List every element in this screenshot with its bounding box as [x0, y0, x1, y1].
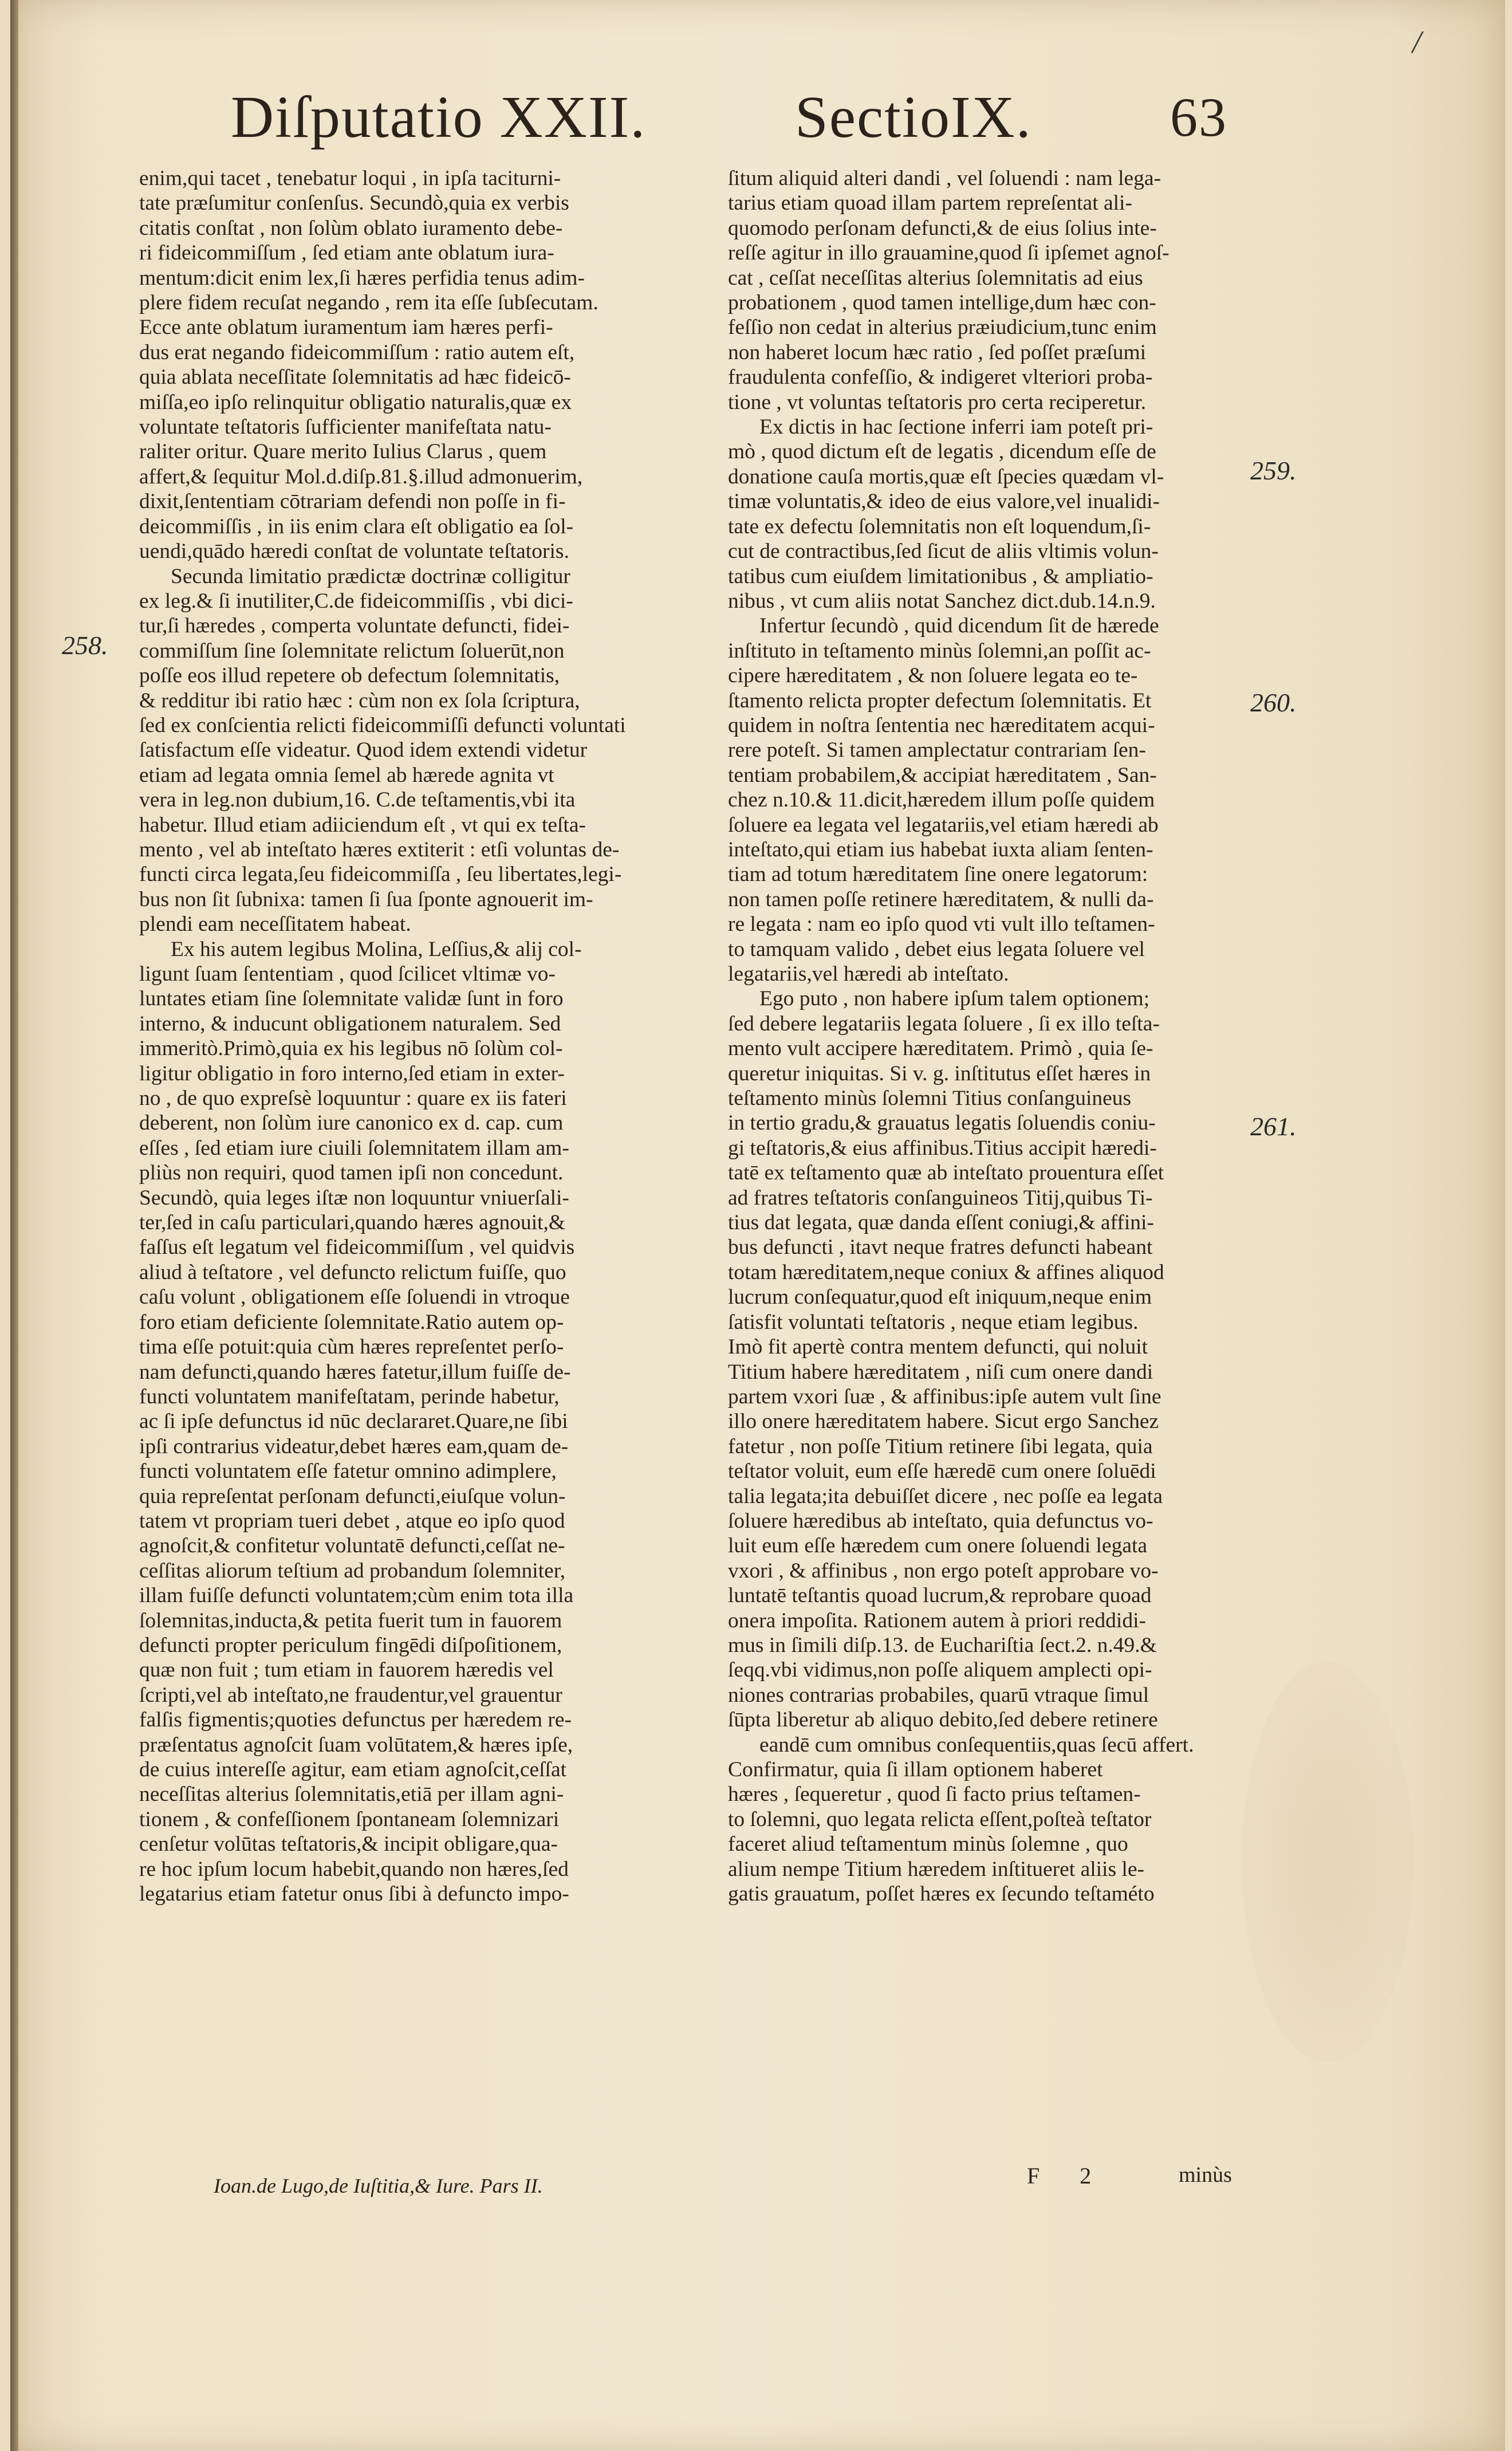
- text-line: ſitum aliquid alteri dandi , vel ſoluendi : nam lega-: [728, 167, 1161, 190]
- text-line: ceſſitas aliorum teſtium ad probandum ſolemniter,: [139, 1559, 566, 1583]
- text-line: plere fidem recuſat negando , rem ita eſſe ſubſecutam.: [139, 291, 598, 315]
- text-line: dixit,ſententiam cōtrariam defendi non poſſe in fi-: [139, 490, 566, 514]
- text-line: ſtamento relicta propter defectum ſolemnitatis. Et: [728, 689, 1152, 713]
- text-line: reſſe agitur in illo grauamine,quod ſi ipſemet agnoſ-: [728, 241, 1170, 265]
- text-line: faceret aliud teſtamentum minùs ſolemne , quo: [728, 1832, 1128, 1856]
- text-line: agnoſcit,& confitetur voluntatē defuncti,ceſſat ne-: [139, 1534, 565, 1558]
- text-line: luit eum eſſe hæredem cum onere ſoluendi legata: [728, 1534, 1148, 1558]
- text-line: ligitur obligatio in foro interno,ſed etiam in exter-: [139, 1061, 565, 1085]
- text-line: poſſe eos illud repetere ob defectum ſolemnitatis,: [139, 664, 560, 688]
- text-line: teſtator voluit, eum eſſe hæredē cum onere ſoluēdi: [728, 1459, 1156, 1484]
- text-line: fraudulenta confeſſio, & indigeret vlteriori proba-: [728, 365, 1153, 390]
- text-line: gatis grauatum, poſſet hæres ex ſecundo teſtaméto: [728, 1882, 1155, 1906]
- text-line: quæ non fuit ; tum etiam in fauorem hæredis vel: [139, 1658, 554, 1682]
- text-line: cat , ceſſat neceſſitas alterius ſolemnitatis ad eius: [728, 266, 1143, 290]
- text-line: caſu volunt , obligationem eſſe ſoluendi in vtroque: [139, 1285, 570, 1309]
- text-line: nam defuncti,quando hæres fatetur,illum fuiſſe de-: [139, 1360, 571, 1384]
- text-line: mentum:dicit enim lex,ſi hæres perfidia tenus adim-: [139, 266, 585, 290]
- text-line: tate ex defectu ſolemnitatis non eſt loquendum,ſi-: [728, 514, 1151, 538]
- text-line: queretur iniquitas. Si v. g. inſtitutus eſſet hæres in: [728, 1061, 1151, 1085]
- text-line: ſed ex conſcientia relicti fideicommiſſi defuncti voluntati: [139, 713, 626, 737]
- text-line: legatariis,vel hæredi ab inteſtato.: [728, 962, 1009, 986]
- text-line: tentiam probabilem,& accipiat hæreditatem , San-: [728, 763, 1157, 787]
- text-line: affert,& ſequitur Mol.d.diſp.81.§.illud admonuerim,: [139, 465, 583, 489]
- text-line: Confirmatur, quia ſi illam optionem haberet: [728, 1758, 1103, 1781]
- text-line: niones contrarias probabiles, quarū vtraque ſimul: [728, 1683, 1149, 1707]
- text-line: Infertur ſecundò , quid dicendum ſit de hærede: [759, 614, 1159, 638]
- text-line: etiam ad legata omnia ſemel ab hærede agnita vt: [139, 763, 554, 787]
- text-line: quia repreſentat perſonam defuncti,eiuſque volun-: [139, 1484, 566, 1508]
- text-line: partem vxori ſuæ , & affinibus:ipſe autem vult ſine: [728, 1384, 1161, 1409]
- text-line: ſcripti,vel ab inteſtato,ne fraudentur,vel grauentur: [139, 1683, 562, 1707]
- text-line: aliud à teſtatore , vel defuncto relictum fuiſſe, quo: [139, 1260, 566, 1284]
- text-line: totam hæreditatem,neque coniux & affines aliquod: [728, 1260, 1164, 1284]
- running-header: [10, 80, 1505, 155]
- header-sectio: SectioIX.: [795, 84, 1032, 150]
- text-line: ſatisfit voluntati teſtatoris , neque etiam legibus.: [728, 1310, 1139, 1334]
- text-line: Imò fit apertè contra mentem defuncti, qui noluit: [728, 1335, 1148, 1359]
- text-line: legatarius etiam fatetur onus ſibi à defuncto impo-: [139, 1882, 569, 1906]
- text-line: bus non ſit ſubnixa: tamen ſi ſua ſponte agnouerit im-: [139, 887, 593, 911]
- text-line: nibus , vt cum aliis notat Sanchez dict.dub.14.n.9.: [728, 589, 1156, 613]
- text-line: ad fratres teſtatoris conſanguineos Titij,quibus Ti-: [728, 1186, 1153, 1210]
- text-line: ter,ſed in caſu particulari,quando hæres agnouit,&: [139, 1211, 566, 1235]
- text-line: probationem , quod tamen intellige,dum hæc con-: [728, 291, 1156, 315]
- text-line: talia legata;ita debuiſſet dicere , nec poſſe ea legata: [728, 1484, 1163, 1508]
- text-line: tarius etiam quoad illam partem repreſentat ali-: [728, 191, 1132, 215]
- text-line: tiam ad totum hæreditatem ſine onere legatorum:: [728, 863, 1148, 887]
- text-line: ſūpta liberetur ab aliquo debito,ſed debere retinere: [728, 1708, 1158, 1732]
- text-line: eandē cum omnibus conſequentiis,quas ſecū affert.: [759, 1733, 1194, 1757]
- right-text-column: [728, 166, 1243, 1906]
- text-line: deberent, non ſolùm iure canonico ex d. cap. cum: [139, 1111, 564, 1135]
- text-line: Ecce ante oblatum iuramentum iam hæres perfi-: [139, 316, 553, 340]
- text-line: neceſſitas alterius ſolemnitatis,etiā per illam agni-: [139, 1783, 564, 1807]
- text-line: ri fideicommiſſum , ſed etiam ante oblatum iura-: [139, 241, 554, 265]
- text-line: mò , quod dictum eſt de legatis , dicendum eſſe de: [728, 440, 1156, 464]
- text-line: mus in ſimili diſp.13. de Euchariſtia ſect.2. n.49.&: [728, 1633, 1157, 1657]
- text-line: Ego puto , non habere ipſum talem optionem;: [759, 987, 1150, 1011]
- text-line: uendi,quādo hæredi conſtat de voluntate teſtatoris.: [139, 540, 569, 564]
- paper-stain: [1242, 1661, 1413, 2062]
- text-line: re legata : nam eo ipſo quod vti vult illo teſtamen-: [728, 912, 1155, 937]
- text-line: to ſolemni, quo legata relicta eſſent,poſteà teſtator: [728, 1807, 1152, 1831]
- text-line: onera impoſita. Rationem autem à priori reddidi-: [728, 1608, 1146, 1632]
- catchword: minùs: [1179, 2163, 1232, 2187]
- book-page: [10, 0, 1505, 2451]
- text-line: tatem vt propriam tueri debet , atque eo ipſo quod: [139, 1509, 565, 1533]
- text-line: illo onere hæreditatem habere. Sicut ergo Sanchez: [728, 1410, 1159, 1434]
- text-line: cut de contractibus,ſed ſicut de aliis vltimis volun-: [728, 540, 1159, 564]
- text-line: chez n.10.& 11.dicit,hæredem illum poſſe quidem: [728, 788, 1155, 812]
- text-line: ipſi contrarius videatur,debet hæres eam,quam de-: [139, 1434, 569, 1458]
- text-line: tatē ex teſtamento quæ ab inteſtato prouentura eſſet: [728, 1161, 1164, 1185]
- text-line: enim,qui tacet , tenebatur loqui , in ipſa taciturni-: [139, 167, 561, 190]
- text-line: teſtamento minùs ſolemni Titius conſanguineus: [728, 1087, 1132, 1111]
- text-line: inſtituto in teſtamento minùs ſolemni,an poſſit ac-: [728, 639, 1151, 663]
- text-line: raliter oritur. Quare merito Iulius Clarus , quem: [139, 440, 547, 464]
- text-line: habetur. Illud etiam adiiciendum eſt , vt qui ex teſta-: [139, 813, 586, 837]
- text-line: Secundò, quia leges iſtæ non loquuntur vniuerſali-: [139, 1186, 569, 1210]
- text-line: donatione cauſa mortis,quæ eſt ſpecies quædam vl-: [728, 465, 1164, 489]
- signature-mark: F 2: [1027, 2163, 1109, 2189]
- text-line: de cuius intereſſe agitur, eam etiam agnoſcit,ceſſat: [139, 1758, 567, 1781]
- text-line: ſed debere legatariis legata ſoluere , ſi ex illo teſta-: [728, 1012, 1160, 1036]
- text-line: eſſes , ſed etiam iure ciuili ſolemnitatem illam am-: [139, 1136, 569, 1160]
- text-line: citatis conſtat , non ſolùm oblato iuramento debe-: [139, 216, 563, 240]
- pencil-mark: /: [1412, 25, 1422, 60]
- text-line: non haberet locum hæc ratio , ſed poſſet præſumi: [728, 340, 1147, 364]
- text-line: fatetur , non poſſe Titium retinere ſibi legata, quia: [728, 1434, 1153, 1458]
- text-line: in tertio gradu,& grauatus legatis ſoluendis coniu-: [728, 1111, 1156, 1135]
- text-line: non tamen poſſe retinere hæreditatem, & nulli da-: [728, 887, 1154, 911]
- text-line: timæ voluntatis,& ideo de eius valore,vel inualidi-: [728, 490, 1160, 514]
- text-line: illam fuiſſe defuncti voluntatem;cùm enim tota illa: [139, 1584, 574, 1608]
- text-line: tur,ſi hæredes , comperta voluntate defuncti, fidei-: [139, 614, 570, 638]
- footer-running-title: Ioan.de Lugo,de Iuſtitia,& Iure. Pars II.: [214, 2174, 543, 2197]
- text-line: præſentatus agnoſcit ſuam volūtatem,& hæres ipſe,: [139, 1733, 573, 1757]
- text-line: ſeqq.vbi vidimus,non poſſe aliquem amplecti opi-: [728, 1658, 1152, 1682]
- text-line: luntatē teſtantis quoad lucrum,& reprobare quoad: [728, 1584, 1152, 1608]
- text-line: falſis figmentis;quoties defunctus per hæredem re-: [139, 1708, 572, 1732]
- text-line: vera in leg.non dubium,16. C.de teſtamentis,vbi ita: [139, 788, 576, 812]
- margin-number-258: 258.: [62, 631, 108, 660]
- text-line: immeritò.Primò,quia ex his legibus nō ſolùm col-: [139, 1037, 563, 1061]
- text-line: Ex his autem legibus Molina, Leſſius,& alij col-: [171, 937, 582, 961]
- text-line: rere poteſt. Si tamen amplectatur contrariam ſen-: [728, 738, 1146, 762]
- text-line: bus defuncti , itavt neque fratres defuncti habeant: [728, 1236, 1153, 1260]
- text-line: no , de quo expreſsè loquuntur : quare ex iis fateri: [139, 1087, 567, 1111]
- text-line: ſoluere hæredibus ab inteſtato, quia defunctus vo-: [728, 1509, 1153, 1533]
- header-disputatio: Diſputatio XXII.: [231, 84, 647, 150]
- text-line: Ex dictis in hac ſectione inferri iam poteſt pri-: [759, 415, 1153, 439]
- text-line: quidem in noſtra ſententia nec hæreditatem acqui-: [728, 713, 1155, 737]
- text-line: miſſa,eo ipſo relinquitur obligatio naturalis,quæ ex: [139, 390, 572, 414]
- text-line: tione , vt voluntas teſtatoris pro certa reciperetur.: [728, 390, 1146, 414]
- text-line: re hoc ipſum locum habebit,quando non hæres,ſed: [139, 1857, 569, 1881]
- text-line: gi teſtatoris,& eius affinibus.Titius accipit hæredi-: [728, 1136, 1157, 1160]
- text-line: & redditur ibi ratio hæc : cùm non ex ſola ſcriptura,: [139, 689, 580, 713]
- text-line: voluntate teſtatoris ſufficienter manifeſtata natu-: [139, 415, 552, 439]
- text-line: Titium habere hæreditatem , niſi cum onere dandi: [728, 1360, 1153, 1384]
- text-line: mento vult accipere hæreditatem. Primò , quia ſe-: [728, 1037, 1153, 1061]
- text-line: ligunt ſuam ſententiam , quod ſcilicet vltimæ vo-: [139, 962, 556, 986]
- text-line: luntates etiam ſine ſolemnitate validæ ſunt in foro: [139, 987, 564, 1011]
- text-line: quomodo perſonam defuncti,& de eius ſolius inte-: [728, 216, 1157, 240]
- text-line: functi circa legata,ſeu fideicommiſſa , ſeu libertates,legi-: [139, 863, 622, 887]
- text-line: cenſetur volūtas teſtatoris,& incipit obligare,qua-: [139, 1832, 558, 1856]
- text-line: hæres , ſequeretur , quod ſi facto prius teſtamen-: [728, 1783, 1141, 1807]
- text-line: tima eſſe potuit:quia cùm hæres repreſentet perſo-: [139, 1335, 564, 1359]
- text-line: tatibus cum eiuſdem limitationibus , & ampliatio-: [728, 564, 1153, 588]
- text-line: pliùs non requiri, quod tamen ipſi non concedunt.: [139, 1161, 564, 1185]
- text-line: defuncti propter periculum fingēdi diſpoſitionem,: [139, 1633, 562, 1657]
- text-line: to tamquam valido , debet eius legata ſoluere vel: [728, 937, 1145, 961]
- left-text-column: [139, 166, 666, 1906]
- text-line: ſolemnitas,inducta,& petita fuerit tum in fauorem: [139, 1608, 562, 1632]
- text-line: commiſſum ſine ſolemnitate relictum ſoluerūt,non: [139, 639, 565, 663]
- text-line: ac ſi ipſe defunctus id nūc declararet.Quare,ne ſibi: [139, 1410, 568, 1434]
- text-line: foro etiam deficiente ſolemnitate.Ratio autem op-: [139, 1310, 564, 1334]
- text-line: lucrum conſequatur,quod eſt iniquum,neque enim: [728, 1285, 1152, 1309]
- text-line: ſatisfactum eſſe videatur. Quod idem extendi videtur: [139, 738, 588, 762]
- text-line: Secunda limitatio prædictæ doctrinæ colligitur: [171, 564, 570, 588]
- text-line: dus erat negando fideicommiſſum : ratio autem eſt,: [139, 340, 575, 364]
- text-line: tate præſumitur conſenſus. Secundò,quia ex verbis: [139, 191, 569, 215]
- text-line: mento , vel ab inteſtato hæres extiterit : etſi voluntas de-: [139, 837, 620, 861]
- text-line: plendi eam neceſſitatem habeat.: [139, 912, 411, 937]
- text-line: vxori , & affinibus , non ergo poteſt approbare vo-: [728, 1559, 1159, 1583]
- margin-number-259: 259.: [1250, 456, 1297, 485]
- text-line: deicommiſſis , in iis enim clara eſt obligatio ea ſol-: [139, 514, 574, 538]
- page-number: 63: [1170, 86, 1227, 148]
- margin-number-260: 260.: [1250, 688, 1297, 717]
- text-line: ſoluere ea legata vel legatariis,vel etiam hæredi ab: [728, 813, 1159, 837]
- text-line: quia ablata neceſſitate ſolemnitatis ad hæc fideicō-: [139, 365, 571, 390]
- text-line: functi voluntatem manifeſtatam, perinde habetur,: [139, 1384, 560, 1409]
- book-spine-shadow: [10, 0, 18, 2451]
- text-line: faſſus eſt legatum vel fideicommiſſum , vel quidvis: [139, 1236, 575, 1260]
- text-line: alium nempe Titium hæredem inſtitueret aliis le-: [728, 1857, 1144, 1881]
- text-line: tius dat legata, quæ danda eſſent coniugi,& affini-: [728, 1211, 1154, 1235]
- text-line: inteſtato,qui etiam ius habebat iuxta aliam ſenten-: [728, 837, 1153, 861]
- margin-number-261: 261.: [1250, 1112, 1297, 1141]
- text-line: cipere hæreditatem , & non ſoluere legata eo te-: [728, 664, 1138, 688]
- text-line: interno, & inducunt obligationem naturalem. Sed: [139, 1012, 561, 1036]
- text-line: feſſio non cedat in alterius præiudicium,tunc enim: [728, 316, 1157, 340]
- text-line: tionem , & confeſſionem ſpontaneam ſolemnizari: [139, 1807, 560, 1831]
- text-line: ex leg.& ſi inutiliter,C.de fideicommiſſis , vbi dici-: [139, 589, 573, 613]
- text-line: functi voluntatem eſſe fatetur omnino adimplere,: [139, 1459, 557, 1484]
